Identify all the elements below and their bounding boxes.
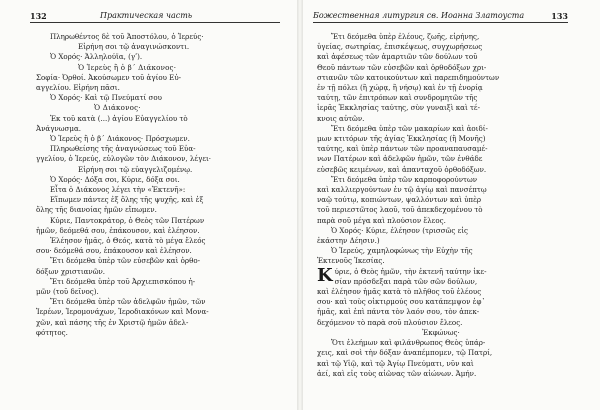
text-line: Ἔτι δεόμεθα ὑπὲρ τοῦ Ἀρχιεπισκόπου ἡ- [50,276,196,286]
text-line: Κύριε, Παντοκράτορ, ὁ Θεὸς τῶν Πατέρων [50,215,205,225]
text-line: Πληρωθείσης τῆς ἀναγνώσεως τοῦ Εὐα- [50,144,196,154]
text-line: Ὁ Χορός· Δόξα σοι, Κύριε, δόξα σοι. [50,174,180,184]
text-line: Ὁ Χορός· Κύριε, ἐλέησον (τρισσῶς εἰς [331,225,469,235]
right-page-number: 133 [551,11,568,21]
text-line: σου· καὶ τοὺς οἰκτιρμούς σου κατάπεμψον ἐφ᾽ [317,297,486,307]
text-line: φότητος. [36,327,68,337]
text-line: δόξων χριστιανῶν. [36,266,106,276]
text-line: σίαν πρόσδεξαι παρὰ τῶν σῶν δούλων, [334,276,478,286]
text-line: Σοφία· Ὀρθοί. Ἀκούσωμεν τοῦ ἁγίου Εὐ- [36,72,182,82]
text-line: στιανῶν τῶν κατοικούντων καὶ παρεπιδημούντων [317,72,500,82]
text-line: Ἐκφώνως· [422,327,460,337]
text-line: ὅλης τῆς διανοίας ἡμῶν εἴπωμεν. [36,205,157,215]
text-line: Ἱερέων, Ἱερομονάχων, Ἱεροδιακόνων καὶ Μονα- [36,307,209,317]
text-line: Εἰρήνη σοι τῷ ἀναγινώσκοντι. [78,42,190,52]
text-line: Ἔτι δεόμεθα ὑπὲρ τῶν εὐσεβῶν καὶ ὀρθο- [50,256,201,266]
text-line: τοῦ περιεστῶτος λαοῦ, τοῦ ἀπεκδεχομένου τὸ [317,205,483,215]
text-line: ἡμᾶς, καὶ ἐπὶ πάντα τὸν λαόν σου, τὸν ἀπεκ- [317,307,480,317]
text-line: Ἔτι δεόμεθα ὑπὲρ ἐλέους, ζωῆς, εἰρήνης, [331,32,480,41]
text-line: Ὁ Ἱερεύς, χαμηλοφώνως τὴν Εὐχὴν τῆς [331,246,473,256]
text-line: χεις, καὶ σοὶ τὴν δόξαν ἀναπέμπομεν, τῷ Πατρί, [317,348,493,358]
text-line: Ὁ Διάκονος· [94,103,141,113]
text-line: Πληρωθέντος δὲ τοῦ Ἀποστόλου, ὁ Ἱερεύς· [50,32,204,41]
text-line: μων κτιτόρων τῆς ἁγίας Ἐκκλησίας (ἢ Μονῆς) [317,134,486,144]
text-line: ταύτῃ, τῶν ἐπιτρόπων καὶ συνδρομητῶν τῆς [317,93,478,103]
text-line: Ἔτι δεόμεθα ὑπὲρ τῶν μακαρίων καὶ ἀοιδί- [331,123,488,133]
left-page [0,0,297,410]
text-line: Ἐκ τοῦ κατὰ (...) ἁγίου Εὐαγγελίου τὸ [50,113,188,123]
drop-cap: Κ [317,264,333,286]
text-line: Ὅτι ἐλεήμων καὶ φιλάνθρωπος Θεὸς ὑπάρ- [331,338,486,348]
text-line: Ἀνάγνωσμα. [36,123,82,133]
right-page [303,0,600,410]
text-line: ταύτης, καὶ ὑπὲρ πάντων τῶν προαναπαυσαμέ- [317,144,488,154]
text-line: καὶ ἐλέησον ἡμᾶς κατὰ τὸ πλῆθος τοῦ ἐλέους [317,287,482,297]
text-line: Ἐλέησον ἡμᾶς, ὁ Θεός, κατὰ τὸ μέγα ἔλεός [50,236,206,246]
text-line: ἐν τῇ πόλει (ἢ χώρᾳ, ἢ νήσῳ) καὶ ἐν τῇ ἐνορίᾳ [317,83,483,93]
text-line: ἑκάστην Δέησιν.) [317,236,380,246]
text-line: Ὁ Ἱερεὺς ἢ ὁ β´ Διάκονος· [78,62,177,72]
left-page-number: 132 [30,11,47,21]
text-line: αγγελίου. Εἰρήνη πᾶσι. [36,83,120,93]
text-line: καὶ ἀφέσεως τῶν ἁμαρτιῶν τῶν δούλων τοῦ [317,52,478,62]
text-line: ναῷ τούτῳ, κοπιώντων, ψαλλόντων καὶ ὑπὲρ [317,195,482,205]
text-line: Ὁ Ἱερεὺς ἢ ὁ β´ Διάκονος· Πρόσχωμεν. [50,134,190,144]
text-line: παρὰ σοῦ μέγα καὶ πλούσιον ἔλεος. [317,215,446,225]
left-running-title: Практическая часть [100,11,193,20]
text-line: εὐσεβῶς κειμένων, καὶ ἁπανταχοῦ ὀρθοδόξων. [317,164,487,174]
text-line: Εἴπωμεν πάντες ἐξ ὅλης τῆς ψυχῆς, καὶ ἐξ [50,195,204,205]
left-page-body [36,32,276,338]
text-line: σου· δεόμεθά σου, ἐπάκουσον καὶ ἐλέησον. [36,246,192,256]
right-page-header [313,10,568,23]
text-line: ἡμῶν, δεόμεθά σου, ἐπάκουσον, καὶ ἐλέησον. [36,225,200,235]
text-line: Ἐκτενοῦς Ἱκεσίας. [317,256,385,266]
text-line: καὶ τῷ Υἱῷ, καὶ τῷ Ἁγίῳ Πνεύματι, νῦν καὶ [317,358,474,368]
text-line: Εἶτα ὁ Διάκονος λέγει τὴν «Ἐκτενῆ»: [50,185,186,195]
text-line: μῶν (τοῦ δεῖνος). [36,287,99,297]
text-line: Ὁ Χορός· Καὶ τῷ Πνεύματί σου [50,93,162,103]
text-line: Ὁ Χορός· Ἀλληλούϊα, (γʹ). [50,52,143,62]
text-line: ἀεί, καὶ εἰς τοὺς αἰῶνας τῶν αἰώνων. Ἀμήν. [317,368,477,378]
text-span: ύριε, ὁ Θεὸς ἡμῶν, τὴν ἐκτενῆ ταύτην ἱκε- [334,266,487,276]
text-line: καὶ καλλιεργούντων ἐν τῷ ἁγίῳ καὶ πανσέπτῳ [317,185,487,195]
left-page-header [30,10,280,23]
text-line: Ἔτι δεόμεθα ὑπὲρ τῶν καρποφορούντων [331,174,478,184]
text-line: κνοις αὐτῶν. [317,113,365,123]
text-line: ἱερᾶς Ἐκκλησίας ταύτης, σὺν γυναιξὶ καὶ τέ- [317,103,480,113]
text-line: ὑγείας, σωτηρίας, ἐπισκέψεως, συγχωρήσεως [317,42,483,52]
text-line: γγελίου, ὁ Ἱερεύς, εὐλογῶν τὸν Διάκονον, λέγει· [36,154,212,164]
text-line: χῶν, καὶ πάσης τῆς ἐν Χριστῷ ἡμῶν ἀδελ- [36,317,189,327]
right-running-title: Божественная литургия св. Иоанна Златоуста [313,11,525,20]
text-line: νων Πατέρων καὶ ἀδελφῶν ἡμῶν, τῶν ἐνθάδε [317,154,483,164]
right-page-body [317,32,565,379]
text-line: δεχόμενον τὸ παρὰ σοῦ πλούσιον ἔλεος. [317,317,463,327]
text-line: Εἰρήνη σοι τῷ εὐαγγελιζομένῳ. [78,164,193,174]
text-line: Θεοῦ πάντων τῶν εὐσεβῶν καὶ ὀρθοδόξων χρι- [317,62,487,72]
text-line: Ἔτι δεόμεθα ὑπὲρ τῶν ἀδελφῶν ἡμῶν, τῶν [50,297,206,307]
